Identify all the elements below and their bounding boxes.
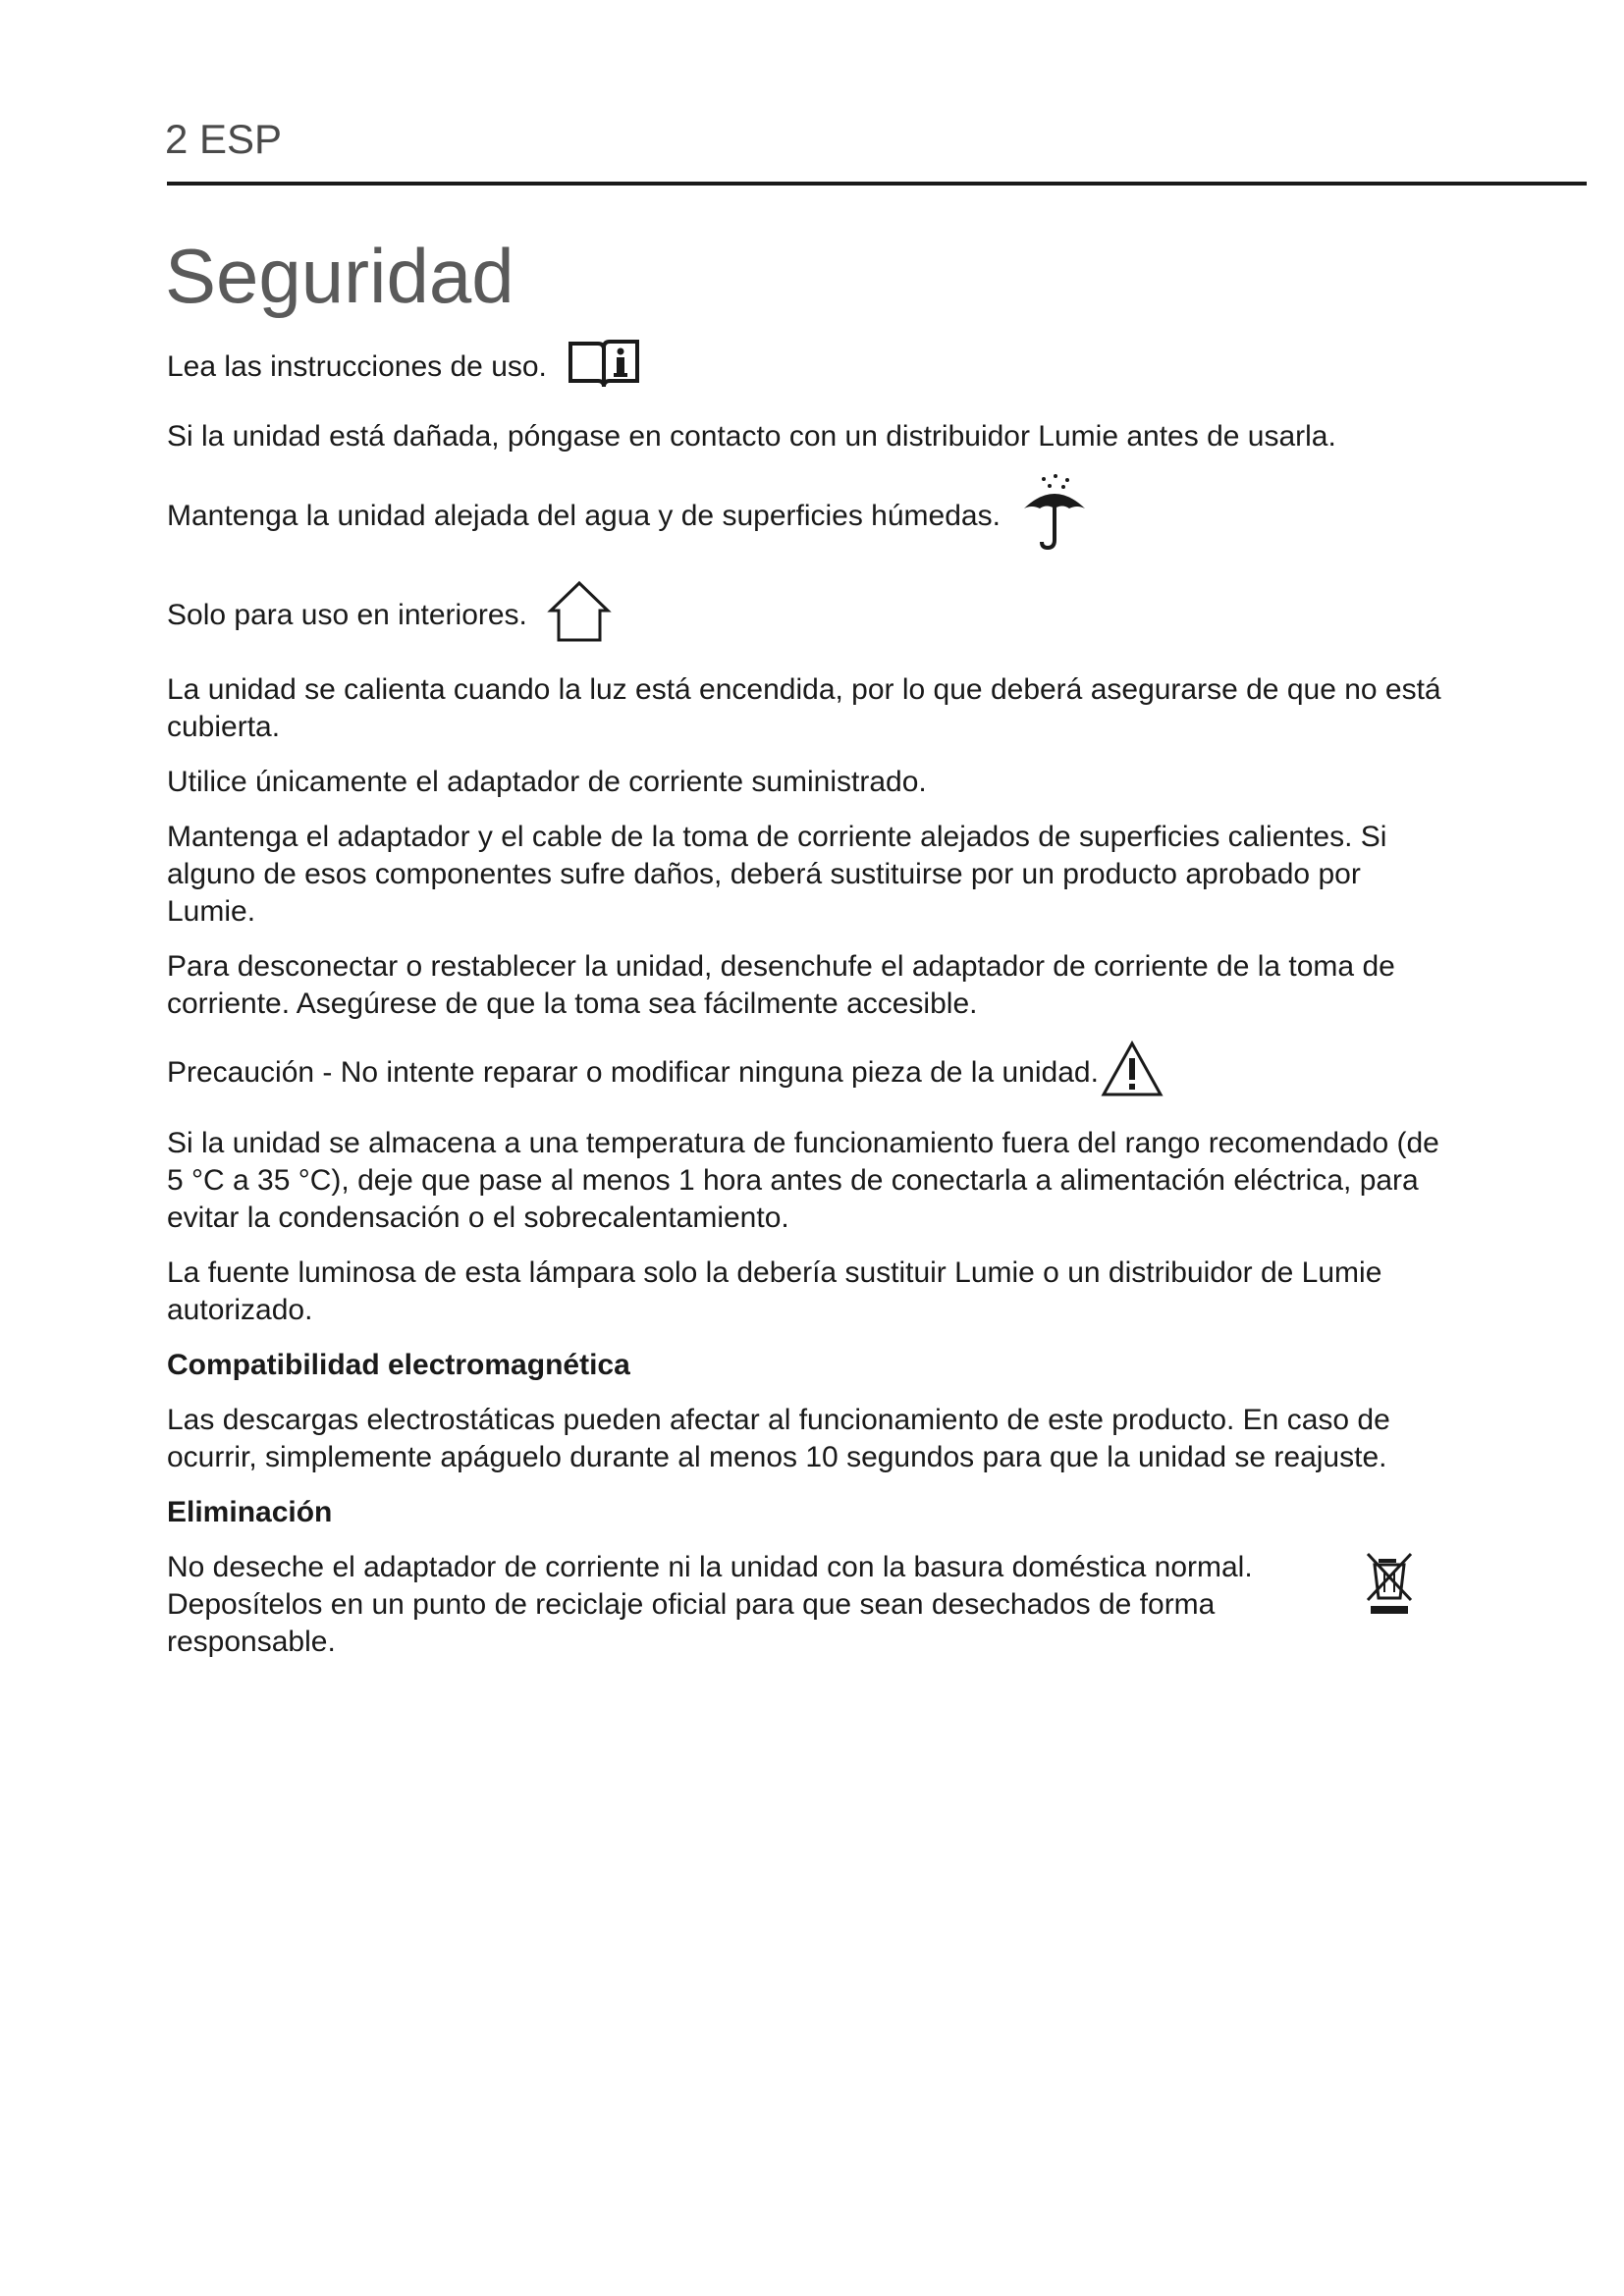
paragraph-cable: Mantenga el adaptador y el cable de la toma de corriente alejados de superficies calientes. Si alguno de esos componentes sufre daños, deberá sustituirse por un producto aprobado por Lumie.: [167, 821, 1387, 928]
weee-crossed-bin-icon: [1365, 1551, 1414, 1626]
paragraph-indoor: [167, 579, 1453, 654]
paragraph-adapter: Utilice únicamente el adaptador de corriente suministrado.: [167, 766, 927, 798]
paragraph-caution: [167, 1041, 1453, 1107]
keep-dry-umbrella-icon: [1020, 473, 1089, 561]
page-title: Seguridad: [165, 233, 514, 319]
header-rule: [167, 182, 1587, 186]
page-number-label: 2 ESP: [165, 116, 283, 162]
paragraph-heat: La unidad se calienta cuando la luz está encendida, por lo que deberá asegurarse de que no está cubierta.: [167, 673, 1441, 743]
read-instructions-icon: [567, 336, 641, 400]
disposal-paragraph: No deseche el adaptador de corriente ni la unidad con la basura doméstica normal. Deposítelos en un punto de reciclaje oficial para que sean desechados de forma responsable.: [167, 1551, 1253, 1658]
disposal-block: [167, 1549, 1453, 1679]
emc-paragraph: Las descargas electrostáticas pueden afectar al funcionamiento de este producto. En caso de ocurrir, simplemente apáguelo durante al menos 10 segundos para que la unidad se reajuste.: [167, 1404, 1390, 1473]
disposal-heading: Eliminación: [167, 1496, 333, 1528]
warning-triangle-icon: [1101, 1041, 1164, 1107]
emc-heading: Compatibilidad electromagnética: [167, 1349, 630, 1381]
paragraph-light-source: La fuente luminosa de esta lámpara solo la debería sustituir Lumie o un distribuidor de Lumie autorizado.: [167, 1256, 1382, 1326]
paragraph-text: Solo para uso en interiores.: [167, 598, 527, 631]
paragraph-disconnect: Para desconectar o restablecer la unidad, desenchufe el adaptador de corriente de la toma de corriente. Asegúrese de que la toma sea fácilmente accesible.: [167, 950, 1395, 1020]
paragraph-water: [167, 473, 1453, 561]
paragraph-damage: Si la unidad está dañada, póngase en contacto con un distribuidor Lumie antes de usarla.: [167, 420, 1336, 453]
paragraph-text: Precaución - No intente reparar o modificar ninguna pieza de la unidad.: [167, 1055, 1099, 1089]
paragraph-text: Mantenga la unidad alejada del agua y de superficies húmedas.: [167, 499, 1001, 532]
paragraph-read-instructions: [167, 336, 1453, 400]
paragraph-text: Lea las instrucciones de uso.: [167, 349, 547, 383]
safety-content: [167, 336, 1453, 1679]
indoor-house-icon: [547, 579, 612, 654]
paragraph-temperature: Si la unidad se almacena a una temperatura de funcionamiento fuera del rango recomendado (de 5 °C a 35 °C), deje que pase al menos 1 hora antes de conectarla a alimentación eléctrica, para evitar la condensación o el sobrecalentamiento.: [167, 1127, 1439, 1234]
